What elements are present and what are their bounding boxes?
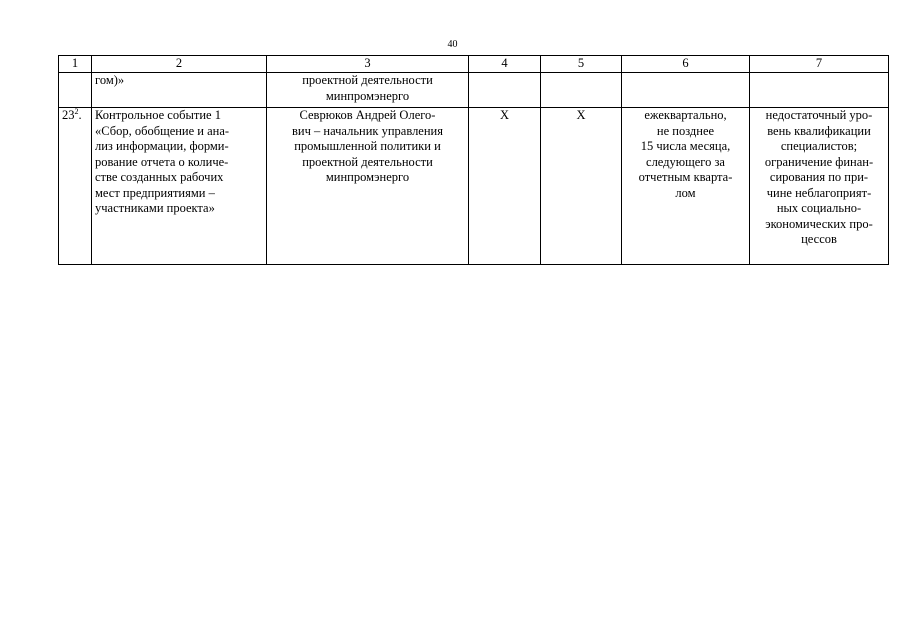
row-number-suffix: . (78, 108, 82, 122)
text-line: 15 числа месяца, (640, 139, 731, 153)
text-line: стве созданных рабочих (95, 170, 224, 184)
cell-number (59, 73, 92, 108)
cell-risks (750, 73, 889, 108)
cell-event-name: гом)» (92, 73, 267, 108)
header-col-2: 2 (92, 56, 267, 73)
text-line: ежеквартально, (644, 108, 727, 122)
text-line: чине неблагоприят- (766, 185, 872, 200)
cell-col5 (541, 73, 622, 108)
text-line: следующего за (646, 154, 725, 169)
header-col-3: 3 (267, 56, 469, 73)
text-line: недостаточный уро- (765, 108, 873, 122)
cell-col4: Х (469, 108, 541, 265)
table-row-continuation (59, 73, 889, 108)
header-col-6: 6 (622, 56, 750, 73)
text-line: участниками проекта» (95, 201, 215, 215)
text-line: ограничение финан- (764, 154, 874, 169)
text-line: отчетным кварта- (638, 170, 733, 184)
cell-col4 (469, 73, 541, 108)
text-line: проектной деятельности (302, 73, 433, 87)
cell-col5: Х (541, 108, 622, 265)
text-line: вень квалификации (767, 123, 871, 138)
text-line: мест предприятиями – (95, 185, 215, 200)
cell-risks (750, 108, 889, 265)
text-line: лом (675, 185, 696, 200)
cell-deadline (622, 108, 750, 265)
cell-responsible (267, 108, 469, 265)
text-line: минпромэнерго (325, 88, 410, 103)
row-number-superscript: 2 (74, 107, 79, 116)
cell-responsible (267, 73, 469, 108)
text-line: экономических про- (765, 216, 873, 231)
text-line: сирования по при- (769, 170, 869, 184)
header-col-7: 7 (750, 56, 889, 73)
header-row (59, 56, 889, 73)
text-line: не позднее (656, 123, 715, 138)
document-table (58, 55, 889, 265)
text-line: вич – начальник управления (292, 123, 443, 138)
text-line: цессов (801, 232, 837, 246)
text-line: специалистов; (780, 139, 858, 153)
text-line: лиз информации, форми- (95, 139, 229, 153)
text-line: промышленной политики и (294, 139, 441, 153)
text-line: минпромэнерго (325, 170, 410, 184)
text-line: Севрюков Андрей Олего- (299, 108, 436, 122)
header-col-1: 1 (59, 56, 92, 73)
header-col-4: 4 (469, 56, 541, 73)
text-line: «Сбор, обобщение и ана- (95, 123, 230, 138)
text-line: ных социально- (776, 201, 862, 215)
header-col-5: 5 (541, 56, 622, 73)
text-line: Контрольное событие 1 (95, 108, 221, 122)
cell-deadline (622, 73, 750, 108)
text-line: рование отчета о количе- (95, 154, 229, 169)
table-row-23 (59, 108, 889, 265)
row-number: 23 (62, 108, 75, 122)
cell-event-name (92, 108, 267, 265)
text-line: проектной деятельности (302, 154, 433, 169)
cell-number (59, 108, 92, 265)
page-number: 40 (447, 39, 458, 50)
